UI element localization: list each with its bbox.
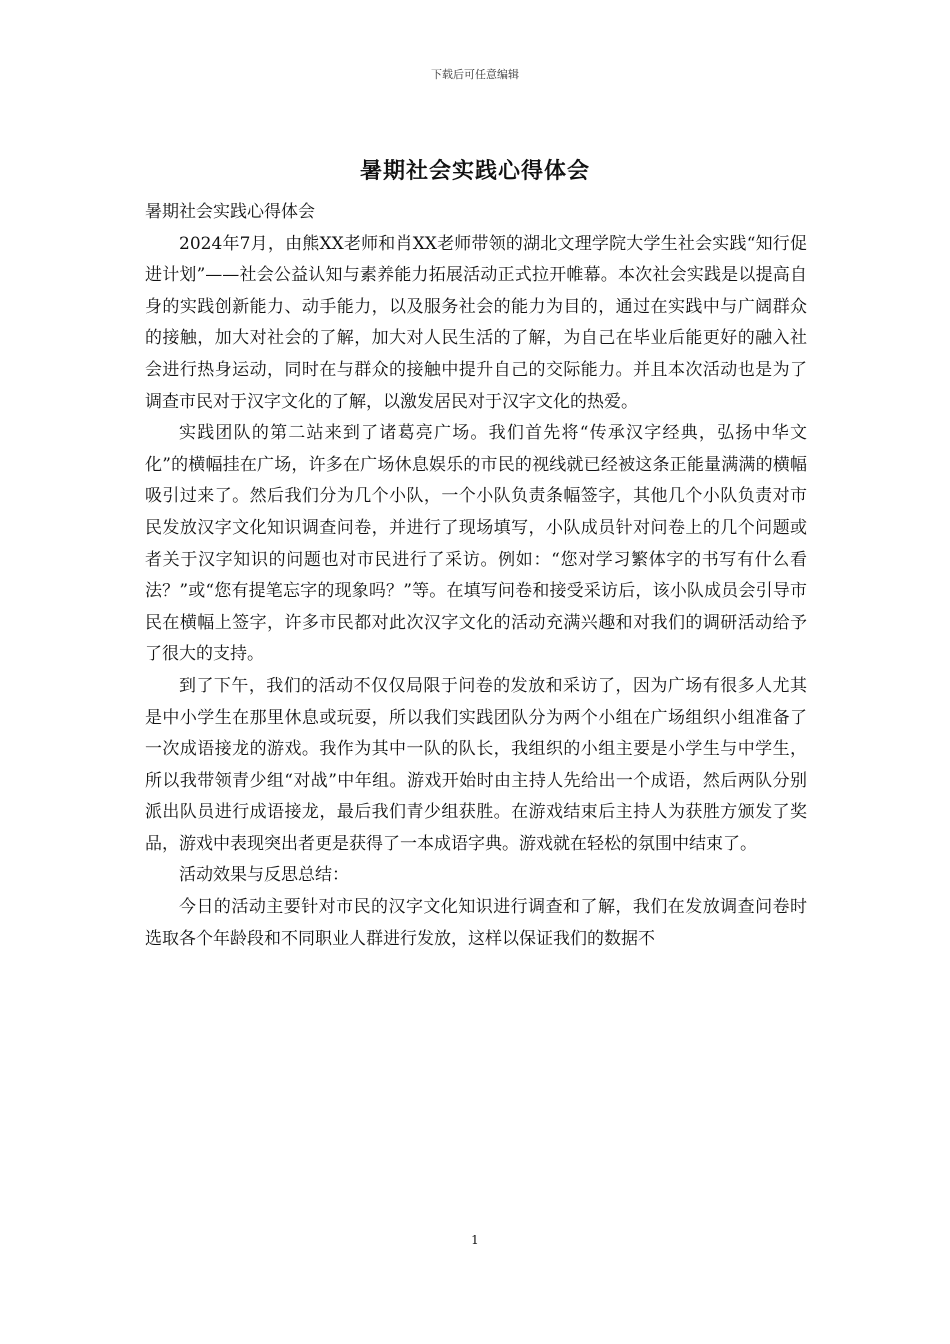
section-heading-summary: 活动效果与反思总结： bbox=[179, 865, 349, 886]
paragraph-intro: 2024年7月，由熊XX老师和肖XX老师带领的湖北文理学院大学生社会实践“知行促进计划”——社会公益认知与素养能力拓展活动正式拉开帷幕。本次社会实践是以提高自身的实践创新能力、动手能力，以及服务社会的能力为目的，通过在实践中与广阔群众的接触，加大对社会的了解，加大对人民生活的了解，为自己在毕业后能更好的融入社会进行热身运动，同时在与群众的接触中提升自己的交际能力。并且本次活动也是为了调查市民对于汉字文化的了解，以激发居民对于汉字文化的热爱。 bbox=[145, 233, 807, 412]
paragraph-second-station: 实践团队的第二站来到了诸葛亮广场。我们首先将“传承汉字经典，弘扬中华文化”的横幅挂在广场，许多在广场休息娱乐的市民的视线就已经被这条正能量满满的横幅吸引过来了。然后我们分为几个小队，一个小队负责条幅签字，其他几个小队负责对市民发放汉字文化知识调查问卷，并进行了现场填写，小队成员针对问卷上的几个问题或者关于汉字知识的问题也对市民进行了采访。例如：“您对学习繁体字的书写有什么看法？”或“您有提笔忘字的现象吗？”等。在填写问卷和接受采访后，该小队成员会引导市民在横幅上签字，许多市民都对此次汉字文化的活动充满兴趣和对我们的调研活动给予了很大的支持。 bbox=[145, 423, 807, 665]
document-body bbox=[145, 197, 807, 955]
paragraph-afternoon: 到了下午，我们的活动不仅仅局限于问卷的发放和采访了，因为广场有很多人尤其是中小学生在那里休息或玩耍，所以我们实践团队分为两个小组在广场组织小组准备了一次成语接龙的游戏。我作为其中一队的队长，我组织的小组主要是小学生与中学生，所以我带领青少组“对战”中年组。游戏开始时由主持人先给出一个成语，然后两队分别派出队员进行成语接龙，最后我们青少组获胜。在游戏结束后主持人为获胜方颁发了奖品，游戏中表现突出者更是获得了一本成语字典。游戏就在轻松的氛围中结束了。 bbox=[145, 675, 807, 854]
paragraph-summary: 今日的活动主要针对市民的汉字文化知识进行调查和了解，我们在发放调查问卷时选取各个年龄段和不同职业人群进行发放，这样以保证我们的数据不 bbox=[145, 897, 807, 949]
document-subtitle: 暑期社会实践心得体会 bbox=[145, 202, 315, 222]
document-title: 暑期社会实践心得体会 bbox=[359, 158, 590, 184]
page-header-note: 下载后可任意编辑 bbox=[431, 68, 519, 81]
page-number: 1 bbox=[471, 1233, 479, 1247]
